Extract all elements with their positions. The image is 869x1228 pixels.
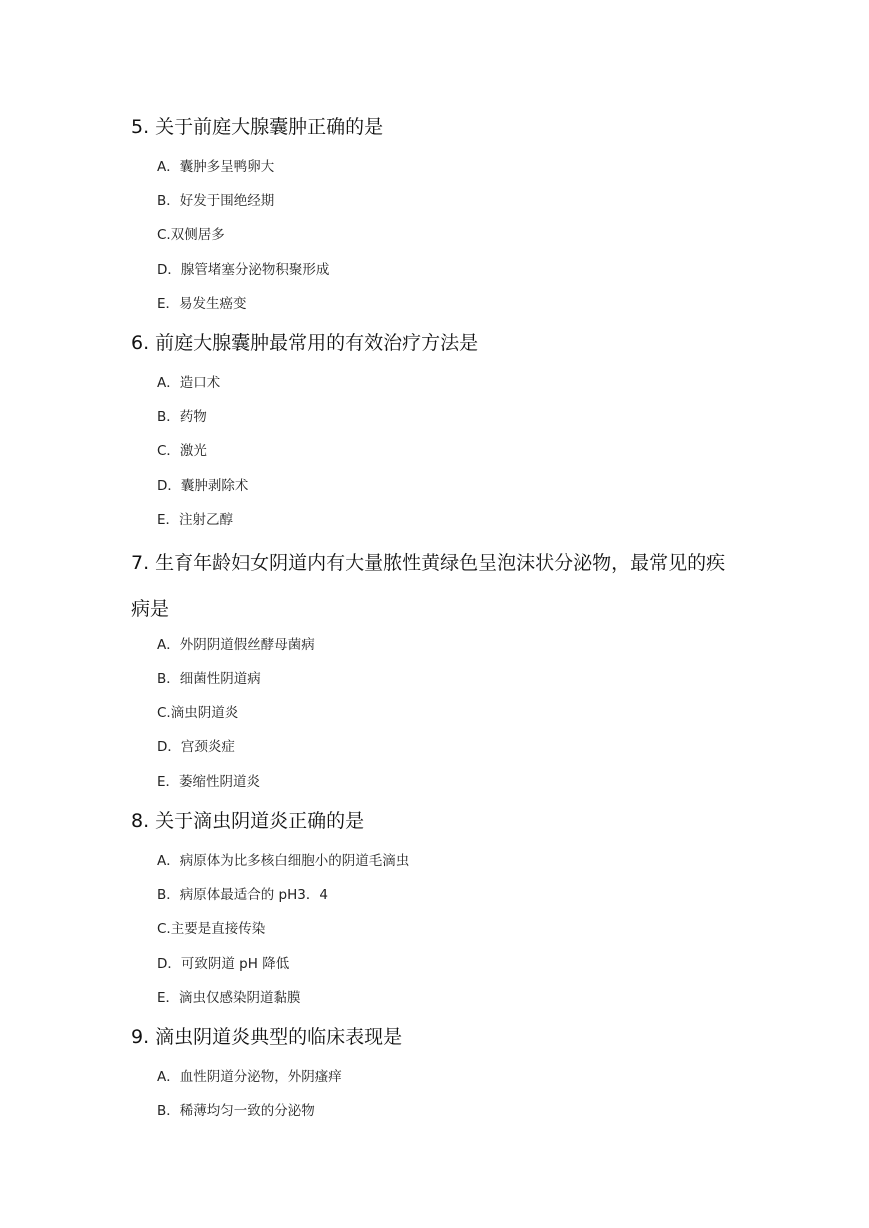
question-6-option-e: E．注射乙醇 bbox=[157, 512, 234, 528]
question-5-option-b: B．好发于围绝经期 bbox=[157, 193, 275, 209]
question-8-option-a: A．病原体为比多核白细胞小的阴道毛滴虫 bbox=[157, 853, 410, 869]
question-5-option-d: D．腺管堵塞分泌物积聚形成 bbox=[157, 262, 330, 278]
question-6-option-c: C．激光 bbox=[157, 443, 207, 459]
question-7-option-e: E．萎缩性阴道炎 bbox=[157, 774, 261, 790]
question-6-option-d: D．囊肿剥除术 bbox=[157, 478, 249, 494]
question-9-option-a: A．血性阴道分泌物，外阴瘙痒 bbox=[157, 1069, 342, 1085]
question-8-stem: 8. 关于滴虫阴道炎正确的是 bbox=[131, 810, 365, 832]
question-9-option-b: B．稀薄均匀一致的分泌物 bbox=[157, 1103, 315, 1119]
question-7-stem: 7. 生育年龄妇女阴道内有大量脓性黄绿色呈泡沫状分泌物，最常见的疾病是 bbox=[131, 552, 726, 620]
question-5-stem: 5. 关于前庭大腺囊肿正确的是 bbox=[131, 116, 384, 138]
question-8-option-c: C.主要是直接传染 bbox=[157, 921, 266, 937]
question-6-stem: 6. 前庭大腺囊肿最常用的有效治疗方法是 bbox=[131, 332, 479, 354]
question-5-option-a: A．囊肿多呈鸭卵大 bbox=[157, 159, 275, 175]
question-8-option-e: E．滴虫仅感染阴道黏膜 bbox=[157, 990, 301, 1006]
question-7-option-a: A．外阴阴道假丝酵母菌病 bbox=[157, 637, 315, 653]
question-7-option-b: B．细菌性阴道病 bbox=[157, 671, 261, 687]
question-6-option-a: A．造口术 bbox=[157, 375, 221, 391]
question-7-option-c: C.滴虫阴道炎 bbox=[157, 705, 239, 721]
question-7-option-d: D．宫颈炎症 bbox=[157, 739, 235, 755]
question-5-option-e: E．易发生癌变 bbox=[157, 296, 247, 312]
question-9-stem: 9. 滴虫阴道炎典型的临床表现是 bbox=[131, 1026, 403, 1048]
question-6-option-b: B．药物 bbox=[157, 409, 207, 425]
question-8-option-d: D．可致阴道 pH 降低 bbox=[157, 956, 290, 972]
question-5-option-c: C.双侧居多 bbox=[157, 227, 225, 243]
question-8-option-b: B．病原体最适合的 pH3．4 bbox=[157, 887, 328, 903]
